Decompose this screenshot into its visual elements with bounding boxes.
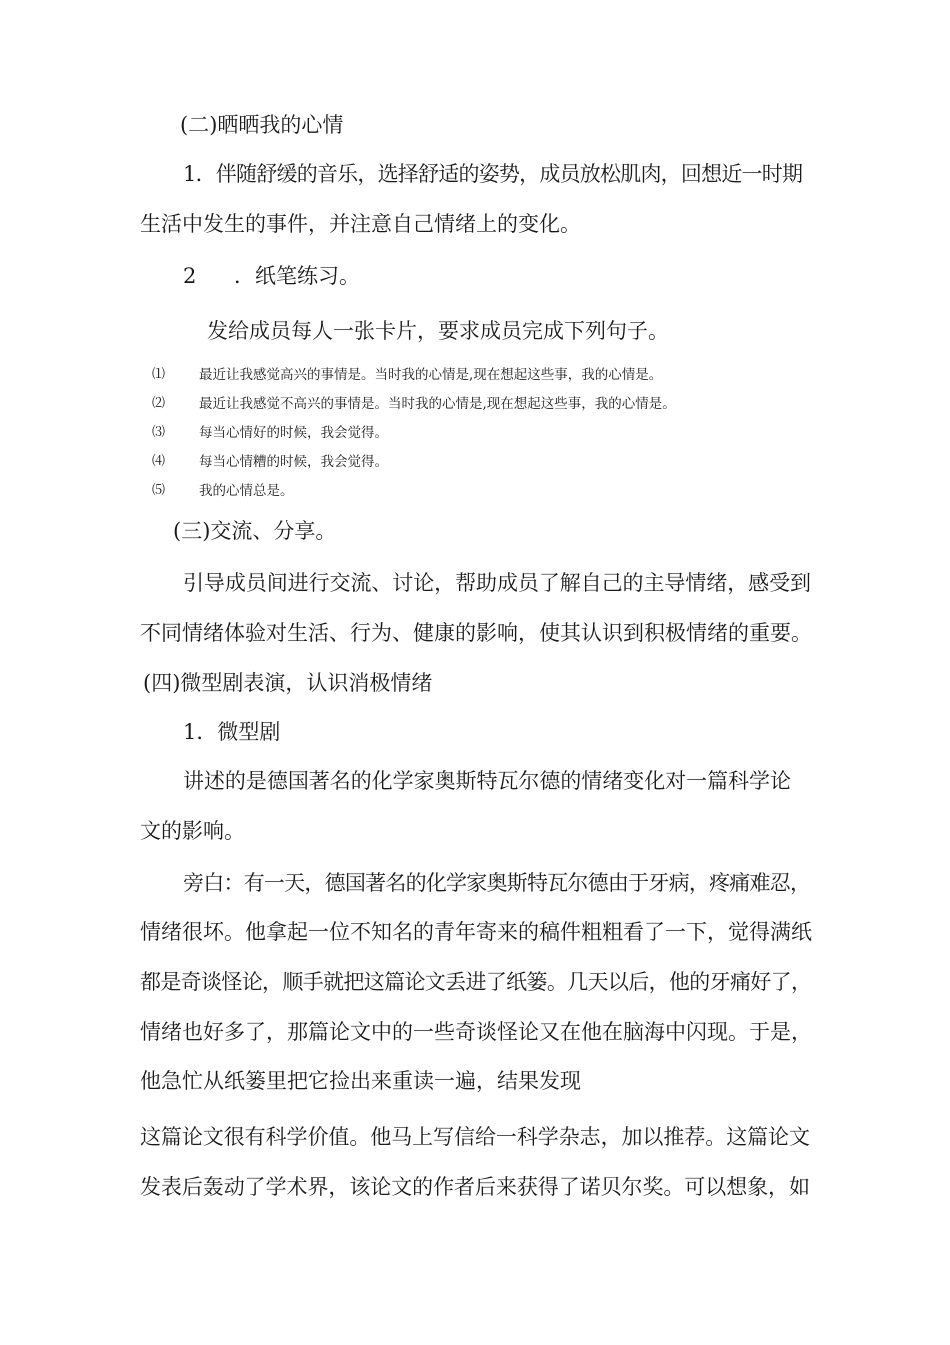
narration-line-3: 都是奇谈怪论，顺手就把这篇论文丢进了纸篓。几天以后，他的牙痛好了， — [140, 970, 812, 994]
section-3-para-line-2: 不同情绪体验对生活、行为、健康的影响，使其认识到积极情绪的重要。 — [140, 621, 812, 645]
sentence-2-number: ⑵ — [152, 396, 166, 411]
section-4-intro-line-1: 讲述的是德国著名的化学家奥斯特瓦尔德的情绪变化对一篇科学论 — [183, 769, 791, 793]
item-2-title: ．纸笔练习。 — [234, 264, 360, 288]
sentence-3-number: ⑶ — [152, 425, 166, 440]
sentence-1-text: 最近让我感觉高兴的事情是。当时我的心情是,现在想起这些事，我的心情是。 — [199, 367, 663, 383]
sentence-5-text: 我的心情总是。 — [199, 483, 294, 499]
item-2-description: 发给成员每人一张卡片，要求成员完成下列句子。 — [207, 319, 669, 343]
section-3-heading: (三)交流、分享。 — [173, 519, 337, 543]
sentence-1-number: ⑴ — [152, 367, 166, 382]
sentence-3-text: 每当心情好的时候，我会觉得。 — [199, 425, 388, 441]
item-1-line-1: 1．伴随舒缓的音乐，选择舒适的姿势，成员放松肌肉，回想近一时期 — [183, 162, 803, 186]
narration-line-1: 旁白：有一天，德国著名的化学家奥斯特瓦尔德由于牙病，疼痛难忍， — [183, 871, 811, 895]
narration-line-7: 发表后轰动了学术界，该论文的作者后来获得了诺贝尔奖。可以想象，如 — [140, 1175, 810, 1199]
section-4-heading: (四)微型剧表演，认识消极情绪 — [143, 671, 433, 695]
narration-line-6: 这篇论文很有科学价值。他马上写信给一科学杂志，加以推荐。这篇论文 — [140, 1125, 810, 1149]
item-2-number: 2 — [183, 264, 197, 288]
narration-line-2: 情绪很坏。他拿起一位不知名的青年寄来的稿件粗粗看了一下，觉得满纸 — [140, 920, 812, 944]
sentence-2-text: 最近让我感觉不高兴的事情是。当时我的心情是,现在想起这些事，我的心情是。 — [199, 396, 676, 412]
section-4-intro-line-2: 文的影响。 — [140, 819, 245, 843]
sentence-5-number: ⑸ — [152, 483, 166, 498]
narration-line-5: 他急忙从纸篓里把它捡出来重读一遍，结果发现 — [140, 1069, 581, 1093]
item-1-line-2: 生活中发生的事件，并注意自己情绪上的变化。 — [140, 212, 581, 236]
narration-line-4: 情绪也好多了，那篇论文中的一些奇谈怪论又在他在脑海中闪现。于是， — [140, 1020, 812, 1044]
sentence-4-text: 每当心情糟的时候，我会觉得。 — [199, 454, 388, 470]
sentence-4-number: ⑷ — [152, 454, 166, 469]
section-3-para-line-1: 引导成员间进行交流、讨论，帮助成员了解自己的主导情绪，感受到 — [183, 571, 811, 595]
section-4-item-1: 1．微型剧 — [183, 720, 281, 744]
section-2-heading: (二)晒晒我的心情 — [180, 113, 344, 137]
